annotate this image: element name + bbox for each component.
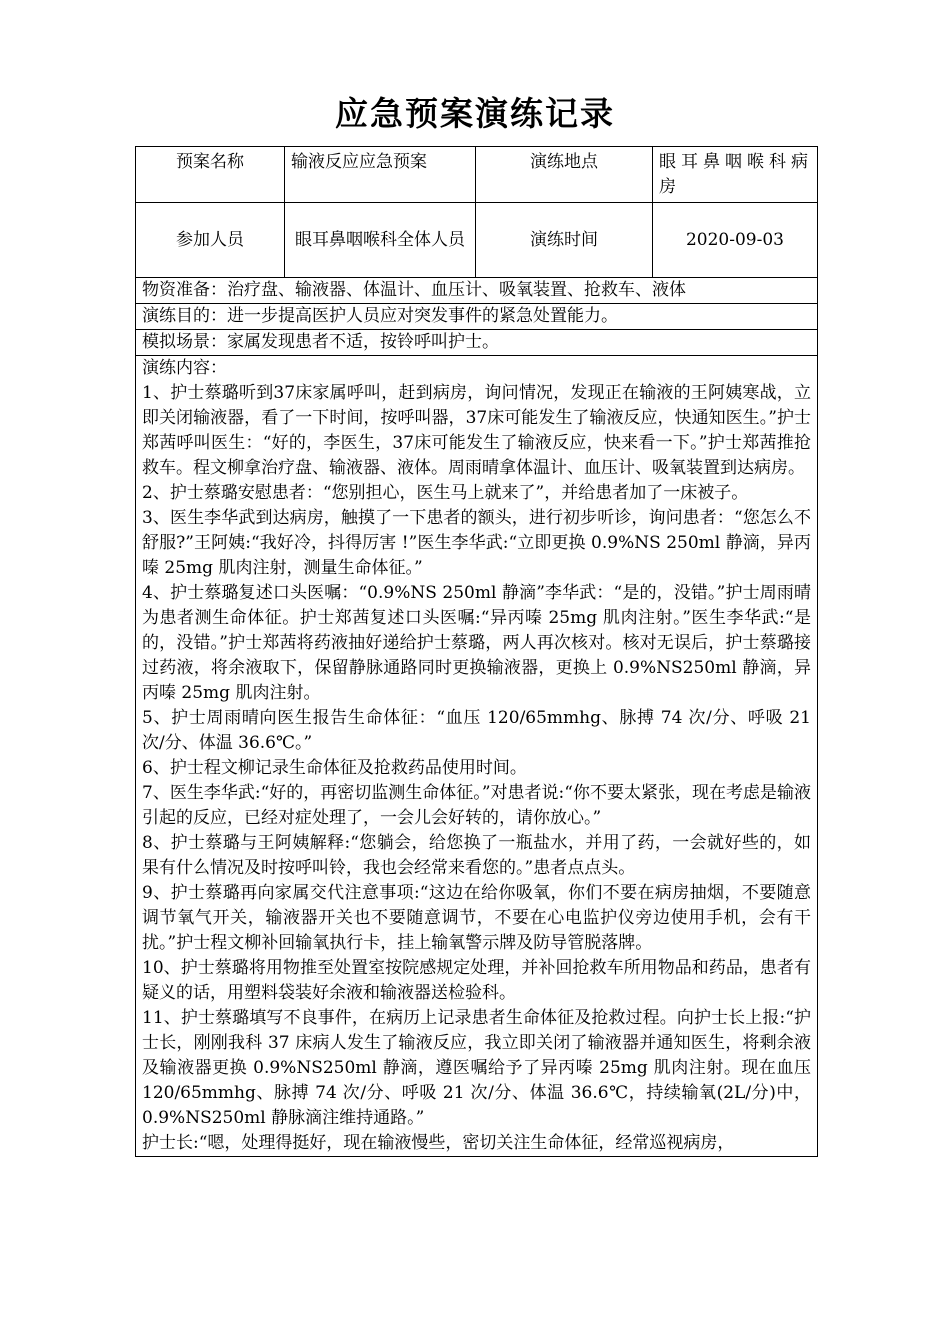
scenario-row <box>136 330 818 356</box>
page-title: 应急预案演练记录 <box>335 94 615 133</box>
content-paragraph: 5、护士周雨晴向医生报告生命体征：“血压 120/65mmhg、脉搏 74 次/分、呼吸 21 次/分、体温 36.6℃。” <box>142 708 811 753</box>
time-value: 2020-09-03 <box>653 203 818 278</box>
content-paragraph: 3、医生李华武到达病房，触摸了一下患者的额头，进行初步听诊，询问患者：“您怎么不舒服?”王阿姨:“我好冷，抖得厉害 !”医生李华武:“立即更换 0.9%NS 250ml 静滴，异丙嗪 25mg 肌肉注射，测量生命体征。” <box>142 508 811 578</box>
content-paragraph: 1、护士蔡璐听到37床家属呼叫，赶到病房，询问情况，发现正在输液的王阿姨寒战，立即关闭输液器，看了一下时间，按呼叫器，37床可能发生了输液反应，快通知医生。”护士郑茜呼叫医生：“好的，李医生，37床可能发生了输液反应，快来看一下。”护士郑茜推抢救车。程文柳拿治疗盘、输液器、液体。周雨晴拿体温计、血压计、吸氧装置到达病房。 <box>142 383 811 478</box>
materials-row <box>136 278 818 304</box>
scenario-text: 模拟场景：家属发现患者不适，按铃呼叫护士。 <box>136 330 818 356</box>
content-paragraph: 6、护士程文柳记录生命体征及抢救药品使用时间。 <box>142 758 527 778</box>
header-row-2 <box>136 203 818 278</box>
content-paragraph: 护士长:“嗯，处理得挺好，现在输液慢些，密切关注生命体征，经常巡视病房， <box>142 1133 735 1153</box>
time-label: 演练时间 <box>476 203 653 278</box>
content-paragraph: 7、医生李华武:“好的，再密切监测生命体征。”对患者说:“你不要太紧张，现在考虑是输液引起的反应，已经对症处理了，一会儿会好转的，请你放心。” <box>142 783 811 828</box>
content-paragraph: 8、护士蔡璐与王阿姨解释:“您躺会，给您换了一瓶盐水，并用了药，一会就好些的，如果有什么情况及时按呼叫铃，我也会经常来看您的。”患者点点头。 <box>142 833 811 878</box>
content-heading: 演练内容： <box>142 358 227 378</box>
content-paragraph: 4、护士蔡璐复述口头医嘱：“0.9%NS 250ml 静滴”李华武：“是的，没错。”护士周雨晴为患者测生命体征。护士郑茜复述口头医嘱:“异丙嗪 25mg 肌肉注射。”医生李华武:“是的，没错。”护士郑茜将药液抽好递给护士蔡璐，两人再次核对。核对无误后，护士蔡璐接过药液，将余液取下，保留静脉通路同时更换输液器，更换上 0.9%NS250ml 静滴，异丙嗪 25mg 肌肉注射。 <box>142 583 811 703</box>
materials-text: 物资准备：治疗盘、输液器、体温计、血压计、吸氧装置、抢救车、液体 <box>136 278 818 304</box>
participants-label: 参加人员 <box>136 203 285 278</box>
content-paragraph: 9、护士蔡璐再向家属交代注意事项:“这边在给你吸氧，你们不要在病房抽烟，不要随意调节氧气开关，输液器开关也不要随意调节，不要在心电监护仪旁边使用手机，会有干扰。”护士程文柳补回输氧执行卡，挂上输氧警示牌及防导管脱落牌。 <box>142 883 811 953</box>
participants-value: 眼耳鼻咽喉科全体人员 <box>285 203 476 278</box>
content-row <box>136 356 818 1157</box>
drill-record-table <box>135 146 818 1157</box>
content-cell <box>136 356 818 1157</box>
content-paragraph: 2、护士蔡璐安慰患者：“您别担心，医生马上就来了”，并给患者加了一床被子。 <box>142 483 749 503</box>
location-label: 演练地点 <box>476 147 653 203</box>
plan-name-value: 输液反应应急预案 <box>285 147 476 203</box>
purpose-text: 演练目的：进一步提高医护人员应对突发事件的紧急处置能力。 <box>136 304 818 330</box>
plan-name-label: 预案名称 <box>136 147 285 203</box>
header-row-1 <box>136 147 818 203</box>
content-paragraph: 11、护士蔡璐填写不良事件，在病历上记录患者生命体征及抢救过程。向护士长上报:“护士长，刚刚我科 37 床病人发生了输液反应，我立即关闭了输液器并通知医生，将剩余液及输液器更换 0.9%NS250ml 静滴，遵医嘱给予了异丙嗪 25mg 肌肉注射。现在血压 120/65mmhg、脉搏 74 次/分、呼吸 21 次/分、体温 36.6℃，持续输氧(2L/分)中，0.9%NS250ml 静脉滴注维持通路。” <box>142 1008 811 1128</box>
location-value: 眼耳鼻咽喉科病房 <box>653 147 818 203</box>
content-paragraph: 10、护士蔡璐将用物推至处置室按院感规定处理，并补回抢救车所用物品和药品，患者有疑义的话，用塑料袋装好余液和输液器送检验科。 <box>142 958 811 1003</box>
purpose-row <box>136 304 818 330</box>
